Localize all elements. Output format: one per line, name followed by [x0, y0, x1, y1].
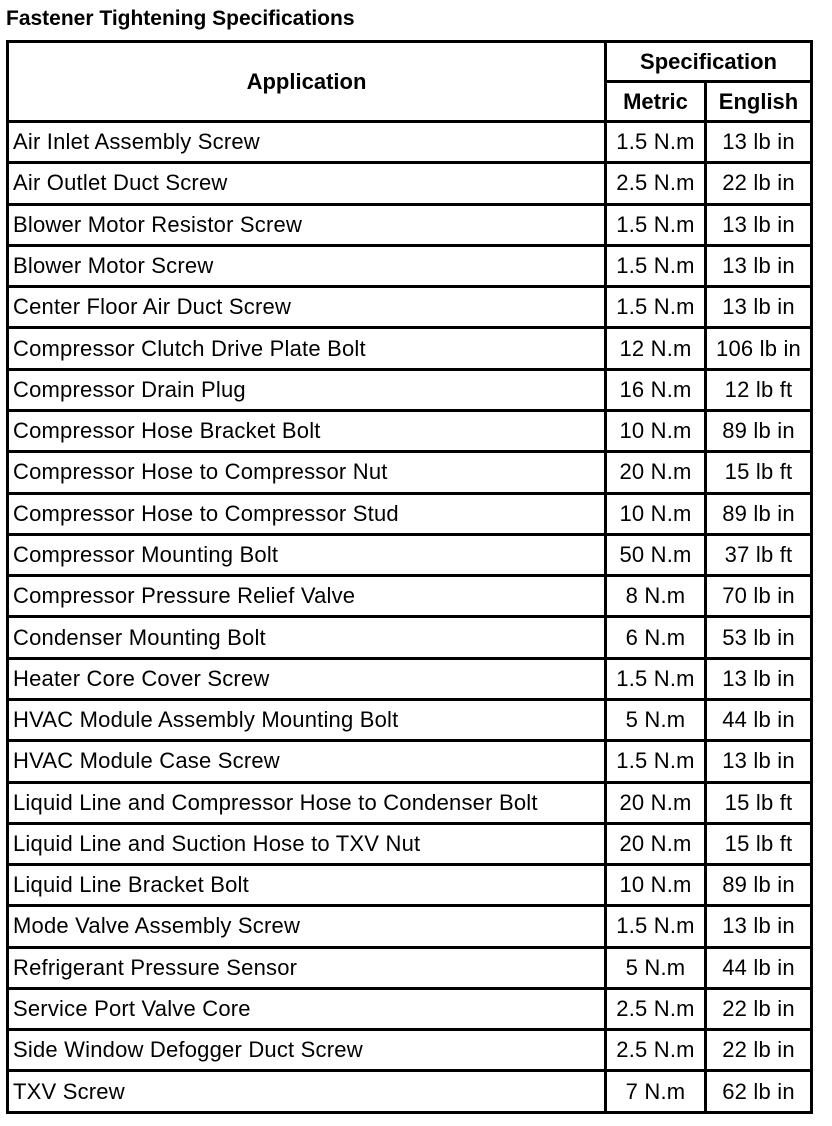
english-value-cell: 106 lb in [706, 328, 812, 369]
table-row [8, 122, 812, 163]
application-cell: Side Window Defogger Duct Screw [8, 1030, 606, 1071]
application-cell: Compressor Drain Plug [8, 369, 606, 410]
english-value-cell: 13 lb in [706, 287, 812, 328]
application-cell: HVAC Module Case Screw [8, 741, 606, 782]
table-row [8, 163, 812, 204]
application-cell: Compressor Hose to Compressor Nut [8, 452, 606, 493]
english-value-cell: 15 lb ft [706, 823, 812, 864]
table-row [8, 410, 812, 451]
table-row [8, 452, 812, 493]
metric-value-cell: 20 N.m [606, 782, 706, 823]
application-cell: HVAC Module Assembly Mounting Bolt [8, 699, 606, 740]
metric-value-cell: 2.5 N.m [606, 988, 706, 1029]
application-cell: Compressor Pressure Relief Valve [8, 576, 606, 617]
table-row [8, 658, 812, 699]
table-row [8, 1030, 812, 1071]
metric-value-cell: 5 N.m [606, 947, 706, 988]
application-cell: Compressor Hose to Compressor Stud [8, 493, 606, 534]
english-value-cell: 89 lb in [706, 493, 812, 534]
english-value-cell: 13 lb in [706, 741, 812, 782]
metric-value-cell: 1.5 N.m [606, 122, 706, 163]
metric-value-cell: 2.5 N.m [606, 163, 706, 204]
application-cell: Blower Motor Screw [8, 245, 606, 286]
application-cell: Condenser Mounting Bolt [8, 617, 606, 658]
metric-value-cell: 1.5 N.m [606, 287, 706, 328]
english-value-cell: 22 lb in [706, 163, 812, 204]
application-cell: Liquid Line Bracket Bolt [8, 865, 606, 906]
table-row [8, 369, 812, 410]
table-row [8, 947, 812, 988]
table-row [8, 245, 812, 286]
table-row [8, 328, 812, 369]
application-cell: Service Port Valve Core [8, 988, 606, 1029]
metric-value-cell: 1.5 N.m [606, 245, 706, 286]
application-cell: Mode Valve Assembly Screw [8, 906, 606, 947]
english-value-cell: 12 lb ft [706, 369, 812, 410]
table-row [8, 493, 812, 534]
application-cell: Compressor Clutch Drive Plate Bolt [8, 328, 606, 369]
page-title: Fastener Tightening Specifications [6, 7, 355, 30]
table-header [8, 42, 812, 122]
metric-value-cell: 8 N.m [606, 576, 706, 617]
metric-value-cell: 16 N.m [606, 369, 706, 410]
metric-value-cell: 20 N.m [606, 452, 706, 493]
table-row [8, 617, 812, 658]
english-value-cell: 89 lb in [706, 865, 812, 906]
table-row [8, 576, 812, 617]
english-value-cell: 13 lb in [706, 245, 812, 286]
application-cell: Refrigerant Pressure Sensor [8, 947, 606, 988]
english-value-cell: 15 lb ft [706, 452, 812, 493]
application-cell: Heater Core Cover Screw [8, 658, 606, 699]
table-row [8, 699, 812, 740]
metric-value-cell: 1.5 N.m [606, 204, 706, 245]
application-cell: Compressor Mounting Bolt [8, 534, 606, 575]
metric-value-cell: 20 N.m [606, 823, 706, 864]
english-value-cell: 13 lb in [706, 204, 812, 245]
application-cell: TXV Screw [8, 1071, 606, 1113]
application-cell: Compressor Hose Bracket Bolt [8, 410, 606, 451]
metric-value-cell: 1.5 N.m [606, 741, 706, 782]
metric-value-cell: 50 N.m [606, 534, 706, 575]
metric-value-cell: 6 N.m [606, 617, 706, 658]
english-value-cell: 22 lb in [706, 1030, 812, 1071]
column-header-application: Application [8, 42, 606, 122]
metric-value-cell: 2.5 N.m [606, 1030, 706, 1071]
metric-value-cell: 7 N.m [606, 1071, 706, 1113]
table-row [8, 906, 812, 947]
english-value-cell: 13 lb in [706, 906, 812, 947]
english-value-cell: 44 lb in [706, 699, 812, 740]
english-value-cell: 37 lb ft [706, 534, 812, 575]
table-row [8, 204, 812, 245]
metric-value-cell: 10 N.m [606, 493, 706, 534]
english-value-cell: 44 lb in [706, 947, 812, 988]
metric-value-cell: 10 N.m [606, 865, 706, 906]
english-value-cell: 15 lb ft [706, 782, 812, 823]
column-header-metric: Metric [606, 82, 706, 122]
application-cell: Blower Motor Resistor Screw [8, 204, 606, 245]
application-cell: Liquid Line and Suction Hose to TXV Nut [8, 823, 606, 864]
table-row [8, 823, 812, 864]
english-value-cell: 13 lb in [706, 658, 812, 699]
metric-value-cell: 1.5 N.m [606, 658, 706, 699]
application-cell: Air Inlet Assembly Screw [8, 122, 606, 163]
english-value-cell: 89 lb in [706, 410, 812, 451]
table-row [8, 534, 812, 575]
fastener-spec-table [6, 40, 813, 1114]
table-row [8, 1071, 812, 1113]
english-value-cell: 13 lb in [706, 122, 812, 163]
application-cell: Air Outlet Duct Screw [8, 163, 606, 204]
metric-value-cell: 12 N.m [606, 328, 706, 369]
column-header-specification: Specification [606, 42, 812, 82]
english-value-cell: 53 lb in [706, 617, 812, 658]
english-value-cell: 22 lb in [706, 988, 812, 1029]
application-cell: Center Floor Air Duct Screw [8, 287, 606, 328]
metric-value-cell: 10 N.m [606, 410, 706, 451]
table-row [8, 865, 812, 906]
header-row-top [8, 42, 812, 82]
table-row [8, 988, 812, 1029]
table-body [8, 122, 812, 1113]
table-row [8, 782, 812, 823]
column-header-english: English [706, 82, 812, 122]
table-row [8, 287, 812, 328]
metric-value-cell: 5 N.m [606, 699, 706, 740]
metric-value-cell: 1.5 N.m [606, 906, 706, 947]
application-cell: Liquid Line and Compressor Hose to Condenser Bolt [8, 782, 606, 823]
table-row [8, 741, 812, 782]
english-value-cell: 62 lb in [706, 1071, 812, 1113]
english-value-cell: 70 lb in [706, 576, 812, 617]
